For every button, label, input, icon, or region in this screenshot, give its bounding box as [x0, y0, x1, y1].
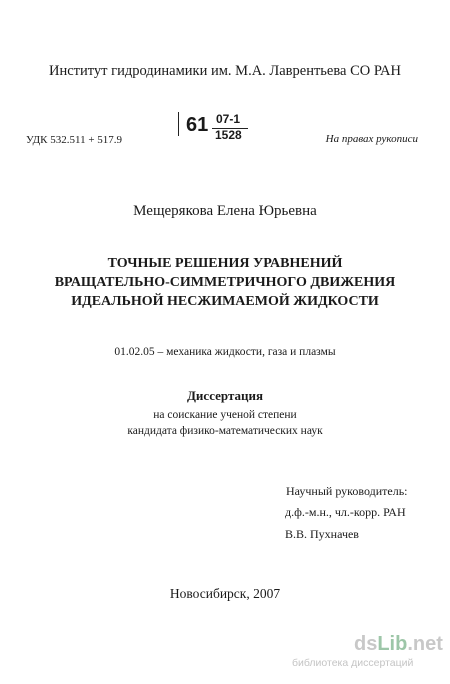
watermark-logo-net: .net: [407, 633, 443, 655]
supervisor-degree: д.ф.-м.н., чл.-корр. РАН: [285, 505, 406, 519]
supervisor-name: В.В. Пухначев: [285, 527, 359, 541]
dslib-watermark-logo: [354, 633, 443, 656]
document-type: Диссертация: [186, 388, 264, 403]
library-stamp-top: 07-1: [216, 112, 241, 126]
thesis-title-line-2: ВРАЩАТЕЛЬНО-СИММЕТРИЧНОГО ДВИЖЕНИЯ: [54, 275, 396, 290]
manuscript-rights: На правах рукописи: [325, 133, 418, 145]
thesis-title-line-3: ИДЕАЛЬНОЙ НЕСЖИМАЕМОЙ ЖИДКОСТИ: [71, 294, 379, 309]
degree-line-2: кандидата физико-математических наук: [127, 425, 323, 437]
author-name: Мещерякова Елена Юрьевна: [133, 203, 317, 219]
specialty-code: 01.02.05 – механика жидкости, газа и плазмы: [114, 346, 336, 358]
thesis-title-line-1: ТОЧНЫЕ РЕШЕНИЯ УРАВНЕНИЙ: [107, 256, 343, 271]
city-year: Новосибирск, 2007: [169, 586, 281, 601]
dslib-watermark-tagline: библиотека диссертаций: [292, 657, 414, 669]
degree-line-1: на соискание ученой степени: [153, 409, 297, 421]
library-stamp-main: 61: [186, 114, 209, 136]
institute-name: Институт гидродинамики им. М.А. Лаврентьева СО РАН: [49, 63, 401, 79]
library-stamp-bottom: 1528: [215, 128, 242, 142]
supervisor-label: Научный руководитель:: [286, 484, 408, 498]
udk-code: УДК 532.511 + 517.9: [26, 134, 123, 146]
watermark-logo-ds: ds: [354, 633, 378, 655]
watermark-logo-lib: Lib: [377, 633, 408, 655]
